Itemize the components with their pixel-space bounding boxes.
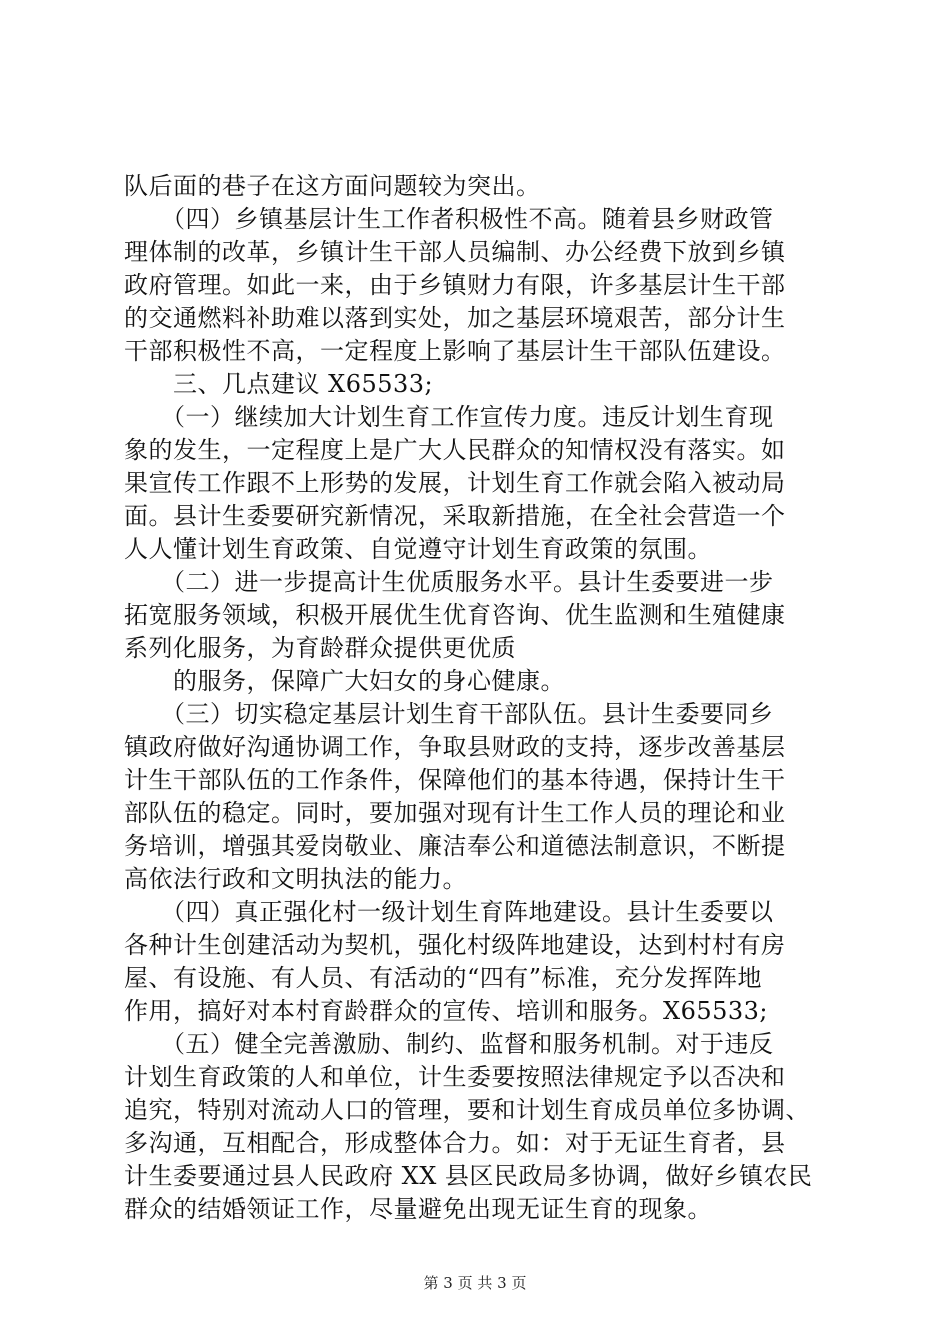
text-line: 部队伍的稳定。同时，要加强对现有计生工作人员的理论和业	[124, 799, 786, 827]
text-line: 镇政府做好沟通协调工作，争取县财政的支持，逐步改善基层	[124, 733, 786, 761]
text-line: 人人懂计划生育政策、自觉遵守计划生育政策的氛围。	[124, 535, 712, 563]
text-line: 计生委要通过县人民政府 XX 县区民政局多协调，做好乡镇农民	[124, 1162, 813, 1190]
text-line: 理体制的改革，乡镇计生干部人员编制、办公经费下放到乡镇	[124, 238, 786, 266]
text-line: 队后面的巷子在这方面问题较为突出。	[124, 172, 541, 200]
text-line: 群众的结婚领证工作，尽量避免出现无证生育的现象。	[124, 1195, 712, 1223]
text-line: 务培训，增强其爱岗敬业、廉洁奉公和道德法制意识，不断提	[124, 832, 786, 860]
text-line: 计生干部队伍的工作条件，保障他们的基本待遇，保持计生干	[124, 766, 786, 794]
document-body	[124, 170, 844, 1226]
text-line: （四）真正强化村一级计划生育阵地建设。县计生委要以	[124, 898, 774, 926]
text-line: 系列化服务，为育龄群众提供更优质	[124, 634, 516, 662]
text-line: 各种计生创建活动为契机，强化村级阵地建设，达到村村有房	[124, 931, 786, 959]
text-line: （四）乡镇基层计生工作者积极性不高。随着县乡财政管	[124, 205, 774, 233]
page-footer: 第 3 页 共 3 页	[423, 1274, 527, 1292]
text-line: 追究，特别对流动人口的管理，要和计划生育成员单位多协调、	[124, 1096, 810, 1124]
text-line: 干部积极性不高，一定程度上影响了基层计生干部队伍建设。	[124, 337, 786, 365]
text-line: 拓宽服务领域，积极开展优生优育咨询、优生监测和生殖健康	[124, 601, 786, 629]
text-line: 面。县计生委要研究新情况，采取新措施，在全社会营造一个	[124, 502, 786, 530]
text-line: 政府管理。如此一来，由于乡镇财力有限，许多基层计生干部	[124, 271, 786, 299]
text-line: （三）切实稳定基层计划生育干部队伍。县计生委要同乡	[124, 700, 774, 728]
text-line: 象的发生，一定程度上是广大人民群众的知情权没有落实。如	[124, 436, 786, 464]
text-line: 多沟通，互相配合，形成整体合力。如：对于无证生育者，县	[124, 1129, 786, 1157]
text-line: 作用，搞好对本村育龄群众的宣传、培训和服务。X65533;	[124, 997, 769, 1025]
text-line: （五）健全完善激励、制约、监督和服务机制。对于违反	[124, 1030, 774, 1058]
text-line: （一）继续加大计划生育工作宣传力度。违反计划生育现	[124, 403, 774, 431]
text-line: 高依法行政和文明执法的能力。	[124, 865, 467, 893]
text-line: 果宣传工作跟不上形势的发展，计划生育工作就会陷入被动局	[124, 469, 786, 497]
text-line: 的交通燃料补助难以落到实处，加之基层环境艰苦，部分计生	[124, 304, 786, 332]
text-line: 屋、有设施、有人员、有活动的“四有”标准，充分发挥阵地	[124, 964, 763, 992]
text-line: 三、几点建议 X65533;	[124, 370, 434, 398]
text-line: （二）进一步提高计生优质服务水平。县计生委要进一步	[124, 568, 774, 596]
text-line: 的服务，保障广大妇女的身心健康。	[124, 667, 565, 695]
text-line: 计划生育政策的人和单位，计生委要按照法律规定予以否决和	[124, 1063, 786, 1091]
